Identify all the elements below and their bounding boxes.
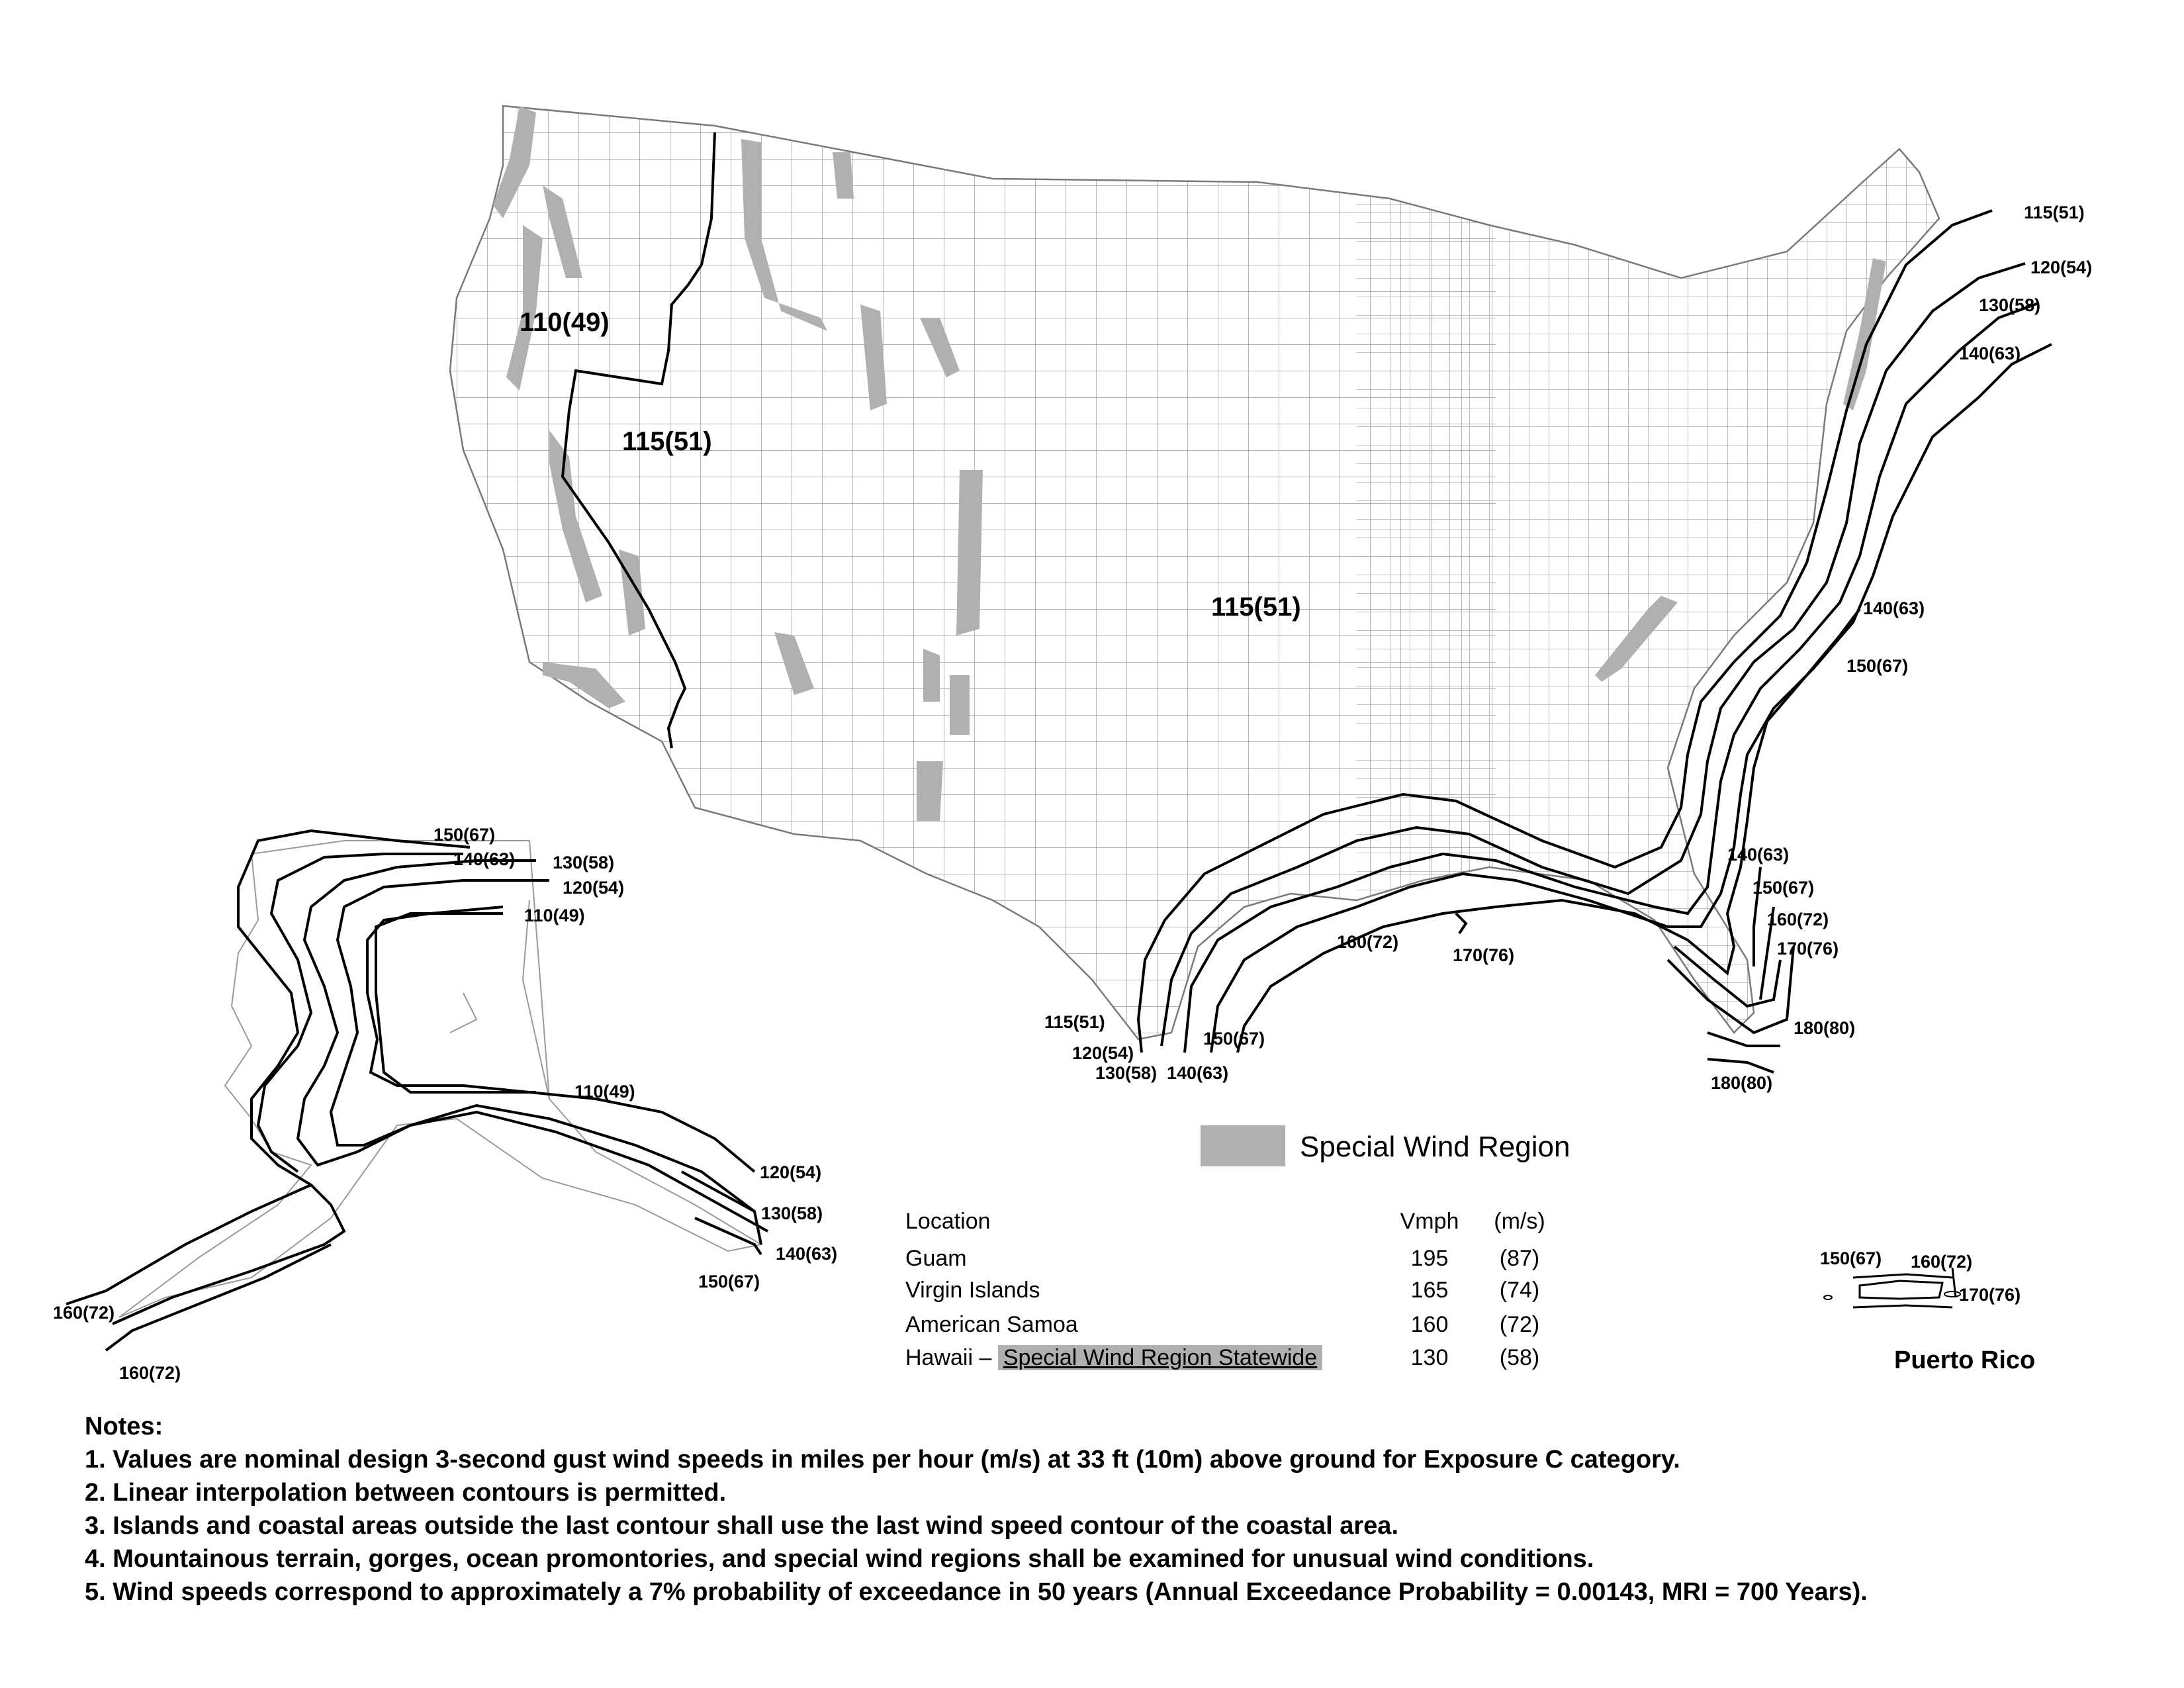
contour-label: 170(76)	[1777, 939, 1839, 959]
contour-label: 140(63)	[453, 849, 516, 869]
contour-label: 150(67)	[1846, 656, 1909, 676]
location-name: Guam	[905, 1246, 967, 1271]
puerto-rico-title: Puerto Rico	[1894, 1346, 2036, 1374]
contour-label: 150(67)	[1752, 878, 1815, 898]
contour-label: 140(63)	[1727, 845, 1790, 865]
label-region-115-west: 115(51)	[622, 427, 712, 456]
puerto-rico-inset	[1824, 1268, 1960, 1307]
contour-label: 160(72)	[119, 1363, 181, 1383]
contour-label: 130(58)	[1095, 1063, 1158, 1083]
location-ms: (74)	[1499, 1278, 1540, 1303]
contour-label: 150(67)	[1820, 1248, 1882, 1268]
locations-table	[905, 1206, 1607, 1378]
contour-label: 160(72)	[1911, 1252, 1973, 1272]
notes	[85, 1410, 1868, 1609]
contour-label: 160(72)	[1767, 910, 1829, 929]
contour-label: 110(49)	[524, 906, 585, 925]
contour-label: 140(63)	[776, 1244, 838, 1264]
location-ms: (58)	[1499, 1345, 1540, 1370]
location-name-text: Hawaii –	[905, 1345, 992, 1370]
contour-label: 170(76)	[1453, 945, 1515, 965]
contour-label: 140(63)	[1167, 1063, 1229, 1083]
note-item: 1. Values are nominal design 3-second gust wind speeds in miles per hour (m/s) at 33 ft (10m) above ground for Exposure C category.	[85, 1446, 1680, 1474]
location-vmph: 130	[1410, 1345, 1449, 1370]
contour-label: 130(58)	[553, 853, 615, 872]
location-name: Virgin Islands	[905, 1278, 1040, 1303]
contour-label: 140(63)	[1863, 598, 1925, 618]
location-ms: (72)	[1499, 1312, 1540, 1337]
contour-label: 130(58)	[1979, 295, 2041, 315]
location-vmph: 195	[1410, 1246, 1449, 1271]
contour-label: 115(51)	[1044, 1012, 1105, 1032]
contour-label: 160(72)	[53, 1303, 115, 1323]
contour-label: 140(63)	[1959, 344, 2021, 363]
special-wind-region-note: Special Wind Region Statewide	[998, 1345, 1322, 1370]
contour-label: 130(58)	[761, 1203, 823, 1223]
alaska-inset	[66, 831, 768, 1350]
contour-label: 120(54)	[1072, 1043, 1134, 1063]
note-item: 2. Linear interpolation between contours is permitted.	[85, 1479, 727, 1507]
contour-label: 160(72)	[1337, 932, 1399, 952]
notes-heading: Notes:	[85, 1413, 163, 1440]
contour-label: 150(67)	[433, 825, 496, 845]
contour-label: 150(67)	[1203, 1029, 1265, 1049]
note-item: 4. Mountainous terrain, gorges, ocean promontories, and special wind regions shall be examined for unusual wind conditions.	[85, 1545, 1594, 1573]
header-vmph: Vmph	[1400, 1209, 1459, 1234]
contour-label: 170(76)	[1959, 1285, 2021, 1305]
note-item: 5. Wind speeds correspond to approximately a 7% probability of exceedance in 50 years (Annual Exceedance Probability = 0.00143, MRI = 700 Years).	[85, 1578, 1868, 1606]
location-name: American Samoa	[905, 1312, 1078, 1337]
contour-label: 120(54)	[760, 1162, 822, 1182]
location-ms: (87)	[1499, 1246, 1540, 1271]
label-region-115-central: 115(51)	[1211, 592, 1301, 622]
contour-label: 180(80)	[1794, 1018, 1856, 1038]
legend-swatch	[1201, 1125, 1285, 1166]
header-location: Location	[905, 1209, 991, 1234]
location-name	[905, 1342, 1322, 1373]
contour-label: 120(54)	[2030, 258, 2093, 277]
contour-label: 180(80)	[1711, 1073, 1773, 1093]
contour-label: 120(54)	[563, 878, 625, 898]
note-item: 3. Islands and coastal areas outside the last contour shall use the last wind speed contour of the coastal area.	[85, 1512, 1398, 1540]
location-vmph: 160	[1410, 1312, 1449, 1337]
legend-label: Special Wind Region	[1300, 1131, 1570, 1163]
contour-label: 110(49)	[574, 1082, 635, 1102]
location-vmph: 165	[1410, 1278, 1449, 1303]
header-ms: (m/s)	[1494, 1209, 1545, 1234]
contour-label: 150(67)	[698, 1272, 760, 1291]
contour-label: 115(51)	[2024, 203, 2085, 222]
contiguous-us	[437, 93, 1952, 1046]
label-region-110: 110(49)	[520, 308, 610, 337]
